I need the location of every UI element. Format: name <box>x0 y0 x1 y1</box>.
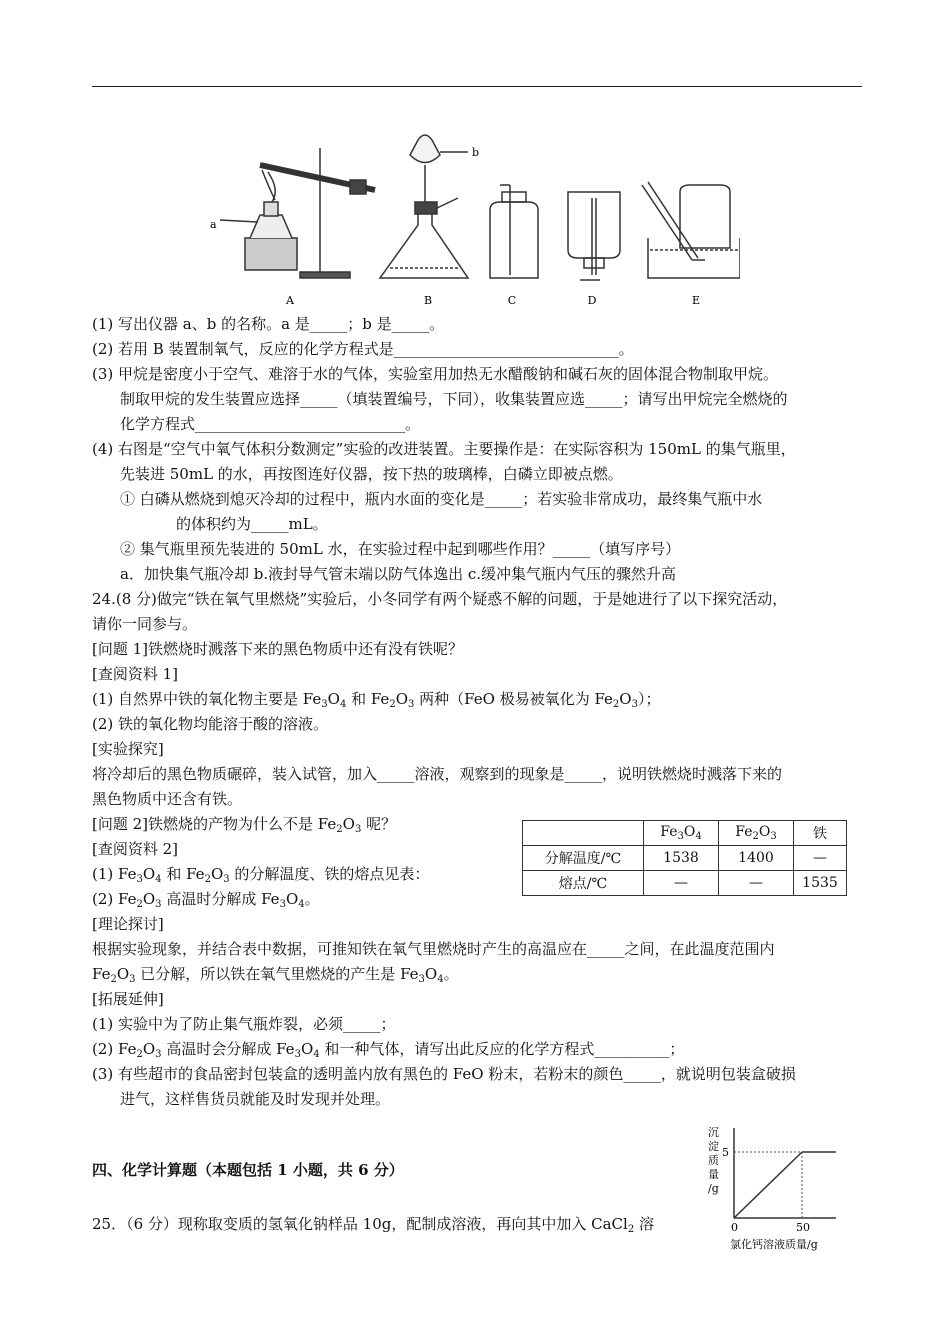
q24-ext-item3b: 进气，这样售货员就能及时发现并处理。 <box>120 1090 391 1108</box>
q24-ref1-item2: (2) 铁的氧化物均能溶于酸的溶液。 <box>92 715 329 733</box>
apparatus-a <box>220 148 375 278</box>
ylabel-char: 质 <box>708 1154 719 1167</box>
q23-sub2: ② 集气瓶里预先装进的 50mL 水，在实验过程中起到哪些作用？_____（填写序号） <box>120 540 681 558</box>
table-cell: 铁 <box>794 821 847 846</box>
table-cell: — <box>719 871 794 896</box>
graph-ylabel <box>708 1126 719 1195</box>
q24-ref2-item2: (2) $Fe_2O_3$ 高温时分解成 $Fe_3O_4$。 <box>92 890 320 910</box>
table-cell: 分解温度/℃ <box>523 846 644 871</box>
q23-sub1a: ① 白磷从燃烧到熄灭冷却的过程中，瓶内水面的变化是_____；若实验非常成功，最终集气瓶中水 <box>120 490 763 508</box>
header-rule <box>92 86 862 87</box>
label-D: D <box>587 294 597 307</box>
q24-ref1-item1: (1) 自然界中铁的氧化物主要是 $Fe_3O_4$ 和 $Fe_2O_3$ 两种（FeO 极易被氧化为 $Fe_2O_3$）； <box>92 690 661 710</box>
q24-exp-line2: 黑色物质中还含有铁。 <box>92 790 243 808</box>
table-cell <box>523 821 644 846</box>
graph-xlabel: 氯化钙溶液质量/g <box>730 1238 818 1251</box>
q24-theory-line2: $Fe_2O_3$ 已分解，所以铁在氧气里燃烧的产生是 $Fe_3O_4$。 <box>92 965 459 985</box>
x-tick-50: 50 <box>796 1221 810 1234</box>
ylabel-char: 量 <box>708 1168 719 1181</box>
q24-problem2: [问题 2]铁燃烧的产物为什么不是 $Fe_2O_3$ 呢？ <box>92 815 397 835</box>
table-cell: $Fe_2O_3$ <box>719 821 794 846</box>
table-cell: 1535 <box>794 871 847 896</box>
q23-part4b: 先装进 50mL 的水，再按图连好仪器，按下热的玻璃棒，白磷立即被点燃。 <box>120 465 623 483</box>
table-cell: $Fe_3O_4$ <box>644 821 719 846</box>
x-tick-0: 0 <box>731 1221 738 1234</box>
section4-heading: 四、化学计算题（本题包括 1 小题，共 6 分） <box>92 1161 404 1179</box>
table-cell: 1538 <box>644 846 719 871</box>
q24-experiment: [实验探究] <box>92 740 164 758</box>
q24-head1: 24.(8 分)做完“铁在氧气里燃烧”实验后，小冬同学有两个疑惑不解的问题，于是她进行了以下探究活动， <box>92 590 788 608</box>
q24-ref2: [查阅资料 2] <box>92 840 179 858</box>
q23-sub1b: 的体积约为_____mL。 <box>176 515 328 533</box>
label-E: E <box>691 294 701 307</box>
apparatus-figure <box>200 130 740 310</box>
q24-ext-item3a: (3) 有些超市的食品密封包装盒的透明盖内放有黑色的 FeO 粉末，若粉末的颜色_____，就说明包装盒破损 <box>92 1065 796 1083</box>
y-tick-5: 5 <box>722 1146 729 1159</box>
label-b: b <box>472 146 480 159</box>
q24-theory-line1: 根据实验现象，并结合表中数据，可推知铁在氧气里燃烧时产生的高温应在_____之间，在此温度范围内 <box>92 940 775 958</box>
q23-part2: (2) 若用 B 装置制氧气，反应的化学方程式是______________________________。 <box>92 340 634 358</box>
precipitate-graph <box>700 1122 860 1254</box>
ylabel-char: 淀 <box>708 1140 719 1153</box>
rising-line <box>734 1152 802 1218</box>
apparatus-b <box>380 135 468 278</box>
ylabel-char: /g <box>708 1182 719 1195</box>
table-header-row <box>523 821 847 846</box>
q24-ext-item2: (2) $Fe_2O_3$ 高温时会分解成 $Fe_3O_4$ 和一种气体，请写出此反应的化学方程式__________； <box>92 1040 685 1060</box>
table-cell: 1400 <box>719 846 794 871</box>
q24-theory: [理论探讨] <box>92 915 164 933</box>
apparatus-e <box>642 182 740 278</box>
label-A: A <box>286 294 294 307</box>
table-cell: 熔点/℃ <box>523 871 644 896</box>
q24-ref1: [查阅资料 1] <box>92 665 179 683</box>
apparatus-c <box>490 185 538 278</box>
label-a: a <box>210 218 217 231</box>
q25-text: 25．（6 分）现称取变质的氢氧化钠样品 10g，配制成溶液，再向其中加入 CaCl$_2$ 溶 <box>92 1215 654 1235</box>
q24-extension: [拓展延伸] <box>92 990 164 1008</box>
ylabel-char: 沉 <box>708 1126 719 1139</box>
q24-exp-line1: 将冷却后的黑色物质碾碎，装入试管，加入_____溶液，观察到的现象是_____，说明铁燃烧时溅落下来的 <box>92 765 783 783</box>
q23-part3c: 化学方程式____________________________。 <box>120 415 421 433</box>
q24-ref2-item1: (1) $Fe_3O_4$ 和 $Fe_2O_3$ 的分解温度、铁的熔点见表： <box>92 865 430 885</box>
q24-problem1: [问题 1]铁燃烧时溅落下来的黑色物质中还有没有铁呢？ <box>92 640 464 658</box>
q23-part3b: 制取甲烷的发生装置应选择_____（填装置编号，下同），收集装置应选_____；请写出甲烷完全燃烧的 <box>120 390 788 408</box>
q24-head2: 请你一同参与。 <box>92 615 198 633</box>
table-cell: — <box>644 871 719 896</box>
q23-part4a: (4) 右图是“空气中氧气体积分数测定”实验的改进装置。主要操作是：在实际容积为 150mL 的集气瓶里， <box>92 440 796 458</box>
decomposition-table <box>522 820 847 896</box>
q23-part1: (1) 写出仪器 a、b 的名称。a 是_____；b 是_____。 <box>92 315 445 333</box>
apparatus-d <box>568 192 620 280</box>
apparatus-labels <box>285 294 700 307</box>
q23-options: a．加快集气瓶冷却 b.液封导气管末端以防气体逸出 c.缓冲集气瓶内气压的骤然升高 <box>120 565 677 583</box>
label-B: B <box>423 294 433 307</box>
q24-ext-item1: (1) 实验中为了防止集气瓶炸裂，必须_____； <box>92 1015 396 1033</box>
table-row <box>523 846 847 871</box>
table-cell: — <box>794 846 847 871</box>
q23-part3a: (3) 甲烷是密度小于空气、难溶于水的气体，实验室用加热无水醋酸钠和碱石灰的固体混合物制取甲烷。 <box>92 365 779 383</box>
table-row <box>523 871 847 896</box>
label-C: C <box>507 294 517 307</box>
